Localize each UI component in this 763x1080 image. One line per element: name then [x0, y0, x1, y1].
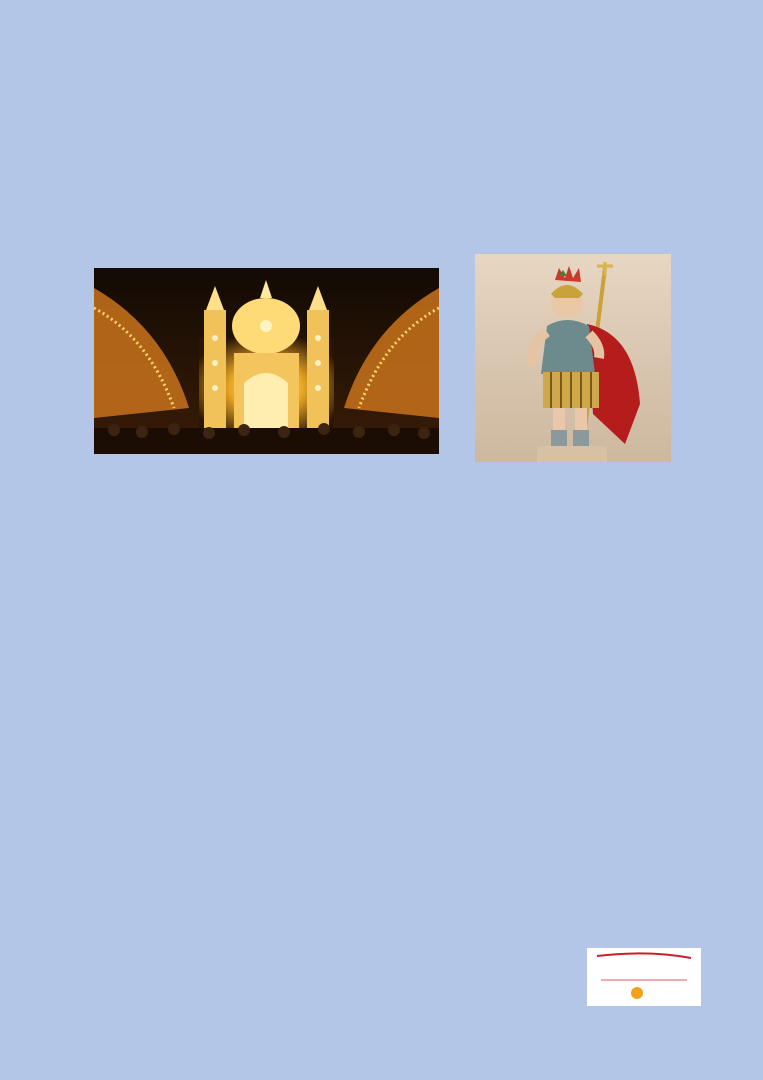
decorative-border-left [34, 60, 60, 1020]
luminarie-photo [94, 268, 439, 454]
decorative-border-bottom [30, 1024, 733, 1050]
logo-graphic [587, 948, 701, 1006]
saint-statue-illustration [475, 254, 671, 462]
decorative-border-right [703, 60, 729, 1020]
ferrara-viaggi-logo [587, 948, 701, 1006]
saint-statue-photo [475, 254, 671, 462]
luminarie-illustration [94, 268, 439, 454]
program-text [73, 486, 691, 488]
decorative-border-top [30, 30, 733, 56]
